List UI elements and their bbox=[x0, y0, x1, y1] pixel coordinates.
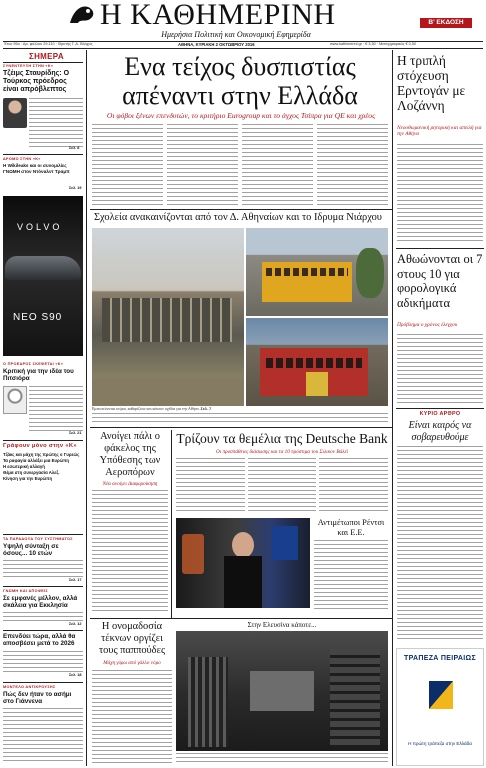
db-text-columns bbox=[176, 458, 388, 514]
sidebar-story7-ref: Σελ. 18 bbox=[69, 673, 82, 677]
text-column bbox=[317, 124, 388, 206]
caption-lines bbox=[92, 413, 388, 422]
edition-badge: Β' ΕΚΔΟΣΗ bbox=[420, 18, 472, 28]
sidebar bbox=[3, 50, 83, 766]
date-line: ΑΘΗΝΑ, ΚΥΡΙΑΚΗ 2 ΟΚΤΩΒΡΙΟΥ 2016 bbox=[178, 42, 255, 47]
sidebar-story1-text bbox=[29, 98, 83, 148]
masthead-title: Η ΚΑΘΗΜΕΡΙΝΗ bbox=[100, 0, 336, 31]
logo-icon bbox=[68, 3, 98, 27]
airmen-deck: Νέα ανοίγει Διαφοροίκηση bbox=[102, 481, 158, 487]
text-column bbox=[248, 458, 317, 514]
editorial-title[interactable]: Είναι καιρός να σοβαρευθούμε bbox=[408, 420, 472, 443]
masthead-subtitle: Ημερήσια Πολιτική και Οικονομική Εφημερίδα bbox=[161, 30, 311, 39]
info-left: Έτος 95ο · Αρ. φύλλου 29.110 · Ιδρυτής Γ. Α. Βλάχος bbox=[4, 42, 93, 46]
section-today: ΣΗΜΕΡΑ bbox=[29, 52, 64, 61]
main-text-columns bbox=[92, 124, 388, 206]
school-photo-bottom-right bbox=[246, 318, 388, 406]
sidebar-story5-ref: Σελ. 17 bbox=[69, 578, 82, 582]
school-photo-left bbox=[92, 228, 244, 406]
sidebar-story3-title[interactable]: Κριτική για την ιδέα του Πιτσιόρα bbox=[3, 368, 74, 382]
editorial-text bbox=[397, 446, 483, 642]
right-story1-text bbox=[397, 144, 483, 244]
sidebar-story6-text bbox=[3, 612, 83, 622]
info-right: www.kathimerini.gr · € 3,50 · Μετεγγραφικός € 0,50 bbox=[330, 42, 417, 46]
sidebar-story3-text bbox=[29, 386, 83, 434]
text-column bbox=[176, 458, 245, 514]
sidebar-story7-title[interactable]: Επενδύει τώρα, αλλά θα αποσβέσει μετά το 2026 bbox=[3, 633, 76, 647]
airmen-text bbox=[92, 490, 168, 614]
school-photo-top-right bbox=[246, 228, 388, 316]
bullet-item[interactable]: Η εσωτερική αλλαγή bbox=[3, 464, 45, 469]
tekna-deck: Μάχη γύρω από γάλλο νόμο bbox=[103, 660, 161, 666]
renzi-text bbox=[314, 540, 388, 612]
sidebar-story3-ref: Σελ. 21 bbox=[69, 431, 82, 435]
sidebar-sub2: ΔΡΟΜΟ ΣΤΗΝ «Κ» bbox=[3, 157, 41, 161]
right-story2-title[interactable]: Αθωώνονται οι 7 στους 10 για φορολογικά αδικήματα bbox=[397, 252, 483, 310]
airmen-title[interactable]: Ανοίγει πάλι ο φάκελος της Υπόθεσης των Αεροπόρων bbox=[99, 431, 161, 478]
schools-title[interactable]: Σχολεία ανακαινίζονται από τον Δ. Αθηναίων και το Ιδρυμα Νιάρχου bbox=[94, 212, 382, 223]
sidebar-sub3: Ο ΠΡΟΕΔΡΟΣ ΣΚΕΨΕΤΑΙ «Κ» bbox=[3, 362, 64, 366]
photo-caption-ref: Σελ. 7 bbox=[200, 406, 212, 411]
sidebar-sub4: Γράφουν μόνο στην «Κ» bbox=[3, 443, 77, 449]
portrait-stavridis bbox=[3, 98, 27, 128]
bullet-item[interactable]: Τζάκς και μάχη της πρώτης ο Γυρεώς bbox=[3, 452, 80, 457]
right-story2-deck: Πρόβλημα ο χρόνος έλεγχου bbox=[397, 322, 458, 328]
eleusis-title[interactable]: Στην Ελευσίνα κάποτε... bbox=[247, 621, 317, 629]
bullet-item[interactable]: Θέμα στη συνεργασία Αλεξ. bbox=[3, 470, 60, 475]
sidebar-story1-title[interactable]: Τζέιμς Σταυρίδης: Ο Τούρκος πρόεδρος είναι απρόβλεπτος bbox=[3, 70, 70, 93]
tekna-text bbox=[92, 670, 172, 764]
bullet-item[interactable]: Κίνηση για την Ευρώπη bbox=[3, 476, 53, 481]
sidebar-story5-title[interactable]: Υψηλή σύνταξη σε όσους... 10 ετών bbox=[3, 543, 59, 557]
eleusis-photo bbox=[176, 631, 388, 751]
sidebar-story2-ref: Σελ. 19 bbox=[69, 186, 82, 190]
sidebar-story7-text bbox=[3, 651, 83, 673]
text-column bbox=[167, 124, 238, 206]
right-story2-text bbox=[397, 334, 483, 404]
photo-caption bbox=[92, 407, 388, 422]
eleusis-caption bbox=[176, 753, 388, 765]
sidebar-sub5: ΤΑ ΠΑΡΑΔΟΞΑ ΤΟΥ ΣΥΣΤΗΜΑΤΟΣ bbox=[3, 537, 73, 541]
renzi-photo bbox=[176, 518, 310, 608]
tekna-title[interactable]: Η ονομαδοσία τέκνων οργίζει τους παππούδες bbox=[98, 621, 166, 656]
renzi-title[interactable]: Αντιμέτωποι Ρέντσι και Ε.Ε. bbox=[317, 518, 385, 537]
right-story1-title[interactable]: Η τριπλή στόχευση Ερντογάν με Λοζάννη bbox=[397, 53, 466, 113]
right-story1-deck: Νεοοθωμανική ρητορική και απειλή για την Αθήνα bbox=[397, 125, 482, 137]
photo-caption-text: Εμπιστεύονται κτίρια, καθαρίζουν και κάνουν σχέδια για την Αθήνα. bbox=[92, 407, 200, 411]
text-column bbox=[319, 458, 388, 514]
volvo-ad[interactable] bbox=[3, 196, 83, 356]
sidebar-story6-ref: Σελ. 12 bbox=[69, 622, 82, 626]
masthead bbox=[0, 0, 486, 47]
sidebar-story8-text bbox=[3, 708, 83, 764]
piraeus-ad[interactable] bbox=[396, 648, 484, 766]
sidebar-story8-title[interactable]: Πώς δεν ήταν το ασήμι στο Γιάννενα bbox=[3, 691, 72, 705]
editorial-section: ΚΥΡΙΟ ΑΡΘΡΟ bbox=[419, 411, 461, 417]
main-headline[interactable]: Ενα τείχος δυσπιστίας απέναντι στην Ελλάδα bbox=[122, 52, 358, 110]
sidebar-bullets bbox=[3, 452, 83, 482]
text-column bbox=[92, 124, 163, 206]
bullet-item[interactable]: Τα ραφαγία αλλάξει μια Ευρώπη bbox=[3, 458, 70, 463]
sidebar-story6-title[interactable]: Σε εμφανές μέλλον, αλλά σκάλεια για Εκκλησία bbox=[3, 595, 78, 609]
sidebar-sub8: ΜΟΝΤΕΛΟ ΑΝΤΙΚΡΟΥΣΗΣ bbox=[3, 685, 56, 689]
sidebar-sub1: ΣΥΝΕΝΤΕΥΞΗ ΣΤΗΝ «Κ» bbox=[3, 64, 54, 68]
sidebar-story2-title[interactable]: Η Wikileaks και οι συνομιλίες ΓΝΩΜΗ στον Ντόναλντ Τραμπ bbox=[3, 163, 70, 174]
db-title[interactable]: Τρίζουν τα θεμέλια της Deutsche Bank bbox=[176, 431, 388, 446]
piraeus-logo-icon bbox=[425, 677, 457, 713]
volvo-brand: VOLVO bbox=[17, 222, 63, 232]
car-image bbox=[5, 256, 81, 280]
piraeus-name: ΤΡΑΠΕΖΑ ΠΕΙΡΑΙΩΣ bbox=[404, 655, 476, 662]
sidebar-story1-ref: Σελ. 8 bbox=[69, 146, 80, 150]
sidebar-sub6: ΓΝΩΜΗ ΚΑΙ ΑΠΟΨΕΙΣ bbox=[3, 589, 48, 593]
text-column bbox=[242, 124, 313, 206]
sidebar-story5-text bbox=[3, 560, 83, 578]
db-deck: Οι προσπάθειες διάσωσης και τα 10 πρόστιμα του Σιλικον Βάλεϊ bbox=[216, 449, 348, 455]
volvo-model: NEO S90 bbox=[13, 312, 63, 323]
portrait-sketch bbox=[3, 386, 27, 414]
piraeus-slogan: Η πρώτη τράπεζα στην Ελλάδα bbox=[408, 741, 472, 746]
main-subheadline: Οι φόβοι ξένων επενδυτών, το κριτήριο Eurogroup και το άγχος Τσίπρα για QE και χρέος bbox=[106, 111, 376, 120]
